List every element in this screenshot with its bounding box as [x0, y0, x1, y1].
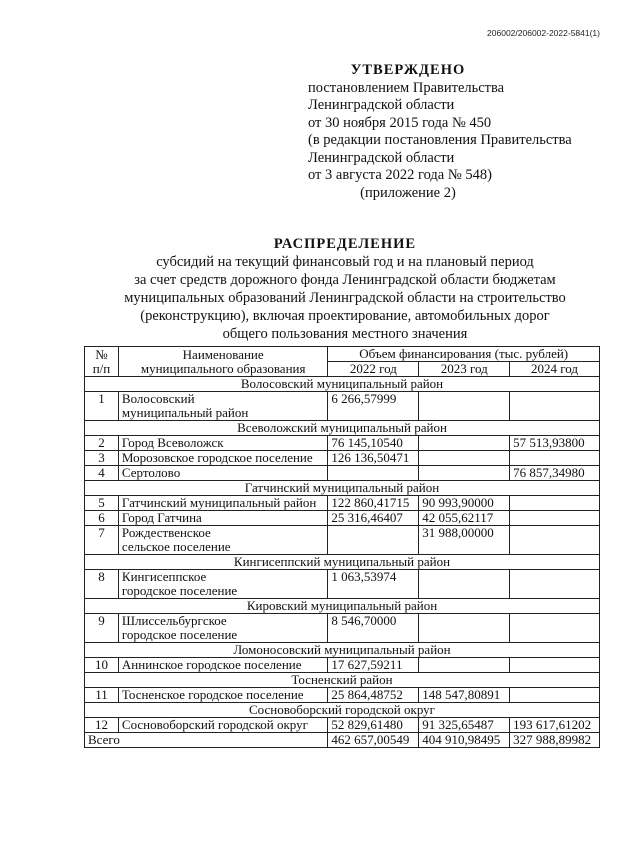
row-number: 3	[85, 451, 119, 466]
value-2024	[510, 614, 600, 643]
value-2024	[510, 392, 600, 421]
table-row	[85, 511, 600, 526]
table-row	[85, 570, 600, 599]
value-2023	[419, 451, 510, 466]
value-2023: 90 993,90000	[419, 496, 510, 511]
region-row	[85, 377, 600, 392]
value-2023	[419, 392, 510, 421]
row-name: Сертолово	[118, 466, 328, 481]
row-name: Рождественское сельское поселение	[118, 526, 328, 555]
distribution-line: за счет средств дорожного фонда Ленинградской области бюджетам	[134, 272, 556, 288]
approval-line: Ленинградской области	[308, 149, 455, 166]
value-2022: 8 546,70000	[328, 614, 419, 643]
subsidy-table	[84, 346, 600, 748]
distribution-heading	[95, 235, 595, 343]
value-2022: 6 266,57999	[328, 392, 419, 421]
value-2022: 25 864,48752	[328, 688, 419, 703]
value-2023	[419, 658, 510, 673]
row-number: 6	[85, 511, 119, 526]
region-name: Всеволожский муниципальный район	[85, 421, 600, 436]
approval-line: от 3 августа 2022 года № 548)	[308, 167, 492, 183]
value-2024: 57 513,93800	[510, 436, 600, 451]
table-row	[85, 451, 600, 466]
row-number: 2	[85, 436, 119, 451]
value-2023: 42 055,62117	[419, 511, 510, 526]
region-row	[85, 481, 600, 496]
region-name: Тосненский район	[85, 673, 600, 688]
table-row	[85, 466, 600, 481]
total-2024: 327 988,89982	[510, 733, 600, 748]
row-number: 8	[85, 570, 119, 599]
table-row	[85, 688, 600, 703]
region-row	[85, 599, 600, 614]
total-label: Всего	[85, 733, 328, 748]
region-row	[85, 703, 600, 718]
value-2023	[419, 614, 510, 643]
row-name: Гатчинский муниципальный район	[118, 496, 328, 511]
row-name: Аннинское городское поселение	[118, 658, 328, 673]
value-2024: 193 617,61202	[510, 718, 600, 733]
header-year-2024: 2024 год	[510, 362, 600, 377]
table-row	[85, 718, 600, 733]
value-2022	[328, 466, 419, 481]
region-row	[85, 421, 600, 436]
approval-title: УТВЕРЖДЕНО	[350, 62, 466, 78]
table-row	[85, 436, 600, 451]
row-name: Город Всеволожск	[118, 436, 328, 451]
value-2023	[419, 436, 510, 451]
row-number: 4	[85, 466, 119, 481]
header-funding: Объем финансирования (тыс. рублей)	[328, 347, 600, 362]
region-name: Волосовский муниципальный район	[85, 377, 600, 392]
value-2024: 76 857,34980	[510, 466, 600, 481]
value-2024	[510, 496, 600, 511]
value-2022: 17 627,59211	[328, 658, 419, 673]
approval-appendix: (приложение 2)	[360, 184, 456, 201]
row-name: Морозовское городское поселение	[118, 451, 328, 466]
region-name: Кингисеппский муниципальный район	[85, 555, 600, 570]
distribution-title: РАСПРЕДЕЛЕНИЕ	[273, 236, 417, 252]
row-number: 11	[85, 688, 119, 703]
row-number: 5	[85, 496, 119, 511]
region-row	[85, 643, 600, 658]
row-name: Волосовский муниципальный район	[118, 392, 328, 421]
table-row	[85, 658, 600, 673]
table-row	[85, 614, 600, 643]
distribution-line: муниципальных образований Ленинградской области на строительство	[124, 290, 566, 306]
region-name: Сосновоборский городской округ	[85, 703, 600, 718]
row-number: 1	[85, 392, 119, 421]
total-row	[85, 733, 600, 748]
value-2023: 31 988,00000	[419, 526, 510, 555]
row-number: 7	[85, 526, 119, 555]
total-2022: 462 657,00549	[328, 733, 419, 748]
row-number: 12	[85, 718, 119, 733]
document-id: 206002/206002-2022-5841(1)	[487, 28, 600, 38]
header-number: № п/п	[85, 347, 119, 377]
region-row	[85, 673, 600, 688]
value-2023: 91 325,65487	[419, 718, 510, 733]
value-2022: 25 316,46407	[328, 511, 419, 526]
value-2023	[419, 570, 510, 599]
header-year-2023: 2023 год	[419, 362, 510, 377]
table-row	[85, 392, 600, 421]
distribution-line: (реконструкцию), включая проектирование, автомобильных дорог	[140, 308, 550, 324]
region-row	[85, 555, 600, 570]
row-number: 9	[85, 614, 119, 643]
distribution-line: субсидий на текущий финансовый год и на плановый период	[156, 254, 534, 270]
value-2022: 1 063,53974	[328, 570, 419, 599]
approval-block	[308, 62, 608, 202]
region-name: Гатчинский муниципальный район	[85, 481, 600, 496]
value-2024	[510, 526, 600, 555]
row-name: Кингисеппское городское поселение	[118, 570, 328, 599]
region-name: Ломоносовский муниципальный район	[85, 643, 600, 658]
header-year-2022: 2022 год	[328, 362, 419, 377]
value-2023	[419, 466, 510, 481]
value-2022	[328, 526, 419, 555]
value-2022: 122 860,41715	[328, 496, 419, 511]
value-2024	[510, 688, 600, 703]
approval-line: от 30 ноября 2015 года № 450	[308, 114, 492, 131]
table-row	[85, 496, 600, 511]
row-name: Шлиссельбургское городское поселение	[118, 614, 328, 643]
row-name: Тосненское городское поселение	[118, 688, 328, 703]
approval-line: (в редакции постановления Правительства	[308, 132, 572, 148]
row-name: Город Гатчина	[118, 511, 328, 526]
value-2022: 126 136,50471	[328, 451, 419, 466]
total-2023: 404 910,98495	[419, 733, 510, 748]
row-name: Сосновоборский городской округ	[118, 718, 328, 733]
value-2022: 76 145,10540	[328, 436, 419, 451]
row-number: 10	[85, 658, 119, 673]
value-2023: 148 547,80891	[419, 688, 510, 703]
header-name: Наименование муниципального образования	[118, 347, 328, 377]
value-2022: 52 829,61480	[328, 718, 419, 733]
region-name: Кировский муниципальный район	[85, 599, 600, 614]
value-2024	[510, 511, 600, 526]
value-2024	[510, 658, 600, 673]
distribution-line: общего пользования местного значения	[222, 326, 468, 342]
table-row	[85, 526, 600, 555]
approval-line: Ленинградской области	[308, 97, 455, 113]
approval-line: постановлением Правительства	[308, 79, 505, 96]
value-2024	[510, 451, 600, 466]
value-2024	[510, 570, 600, 599]
